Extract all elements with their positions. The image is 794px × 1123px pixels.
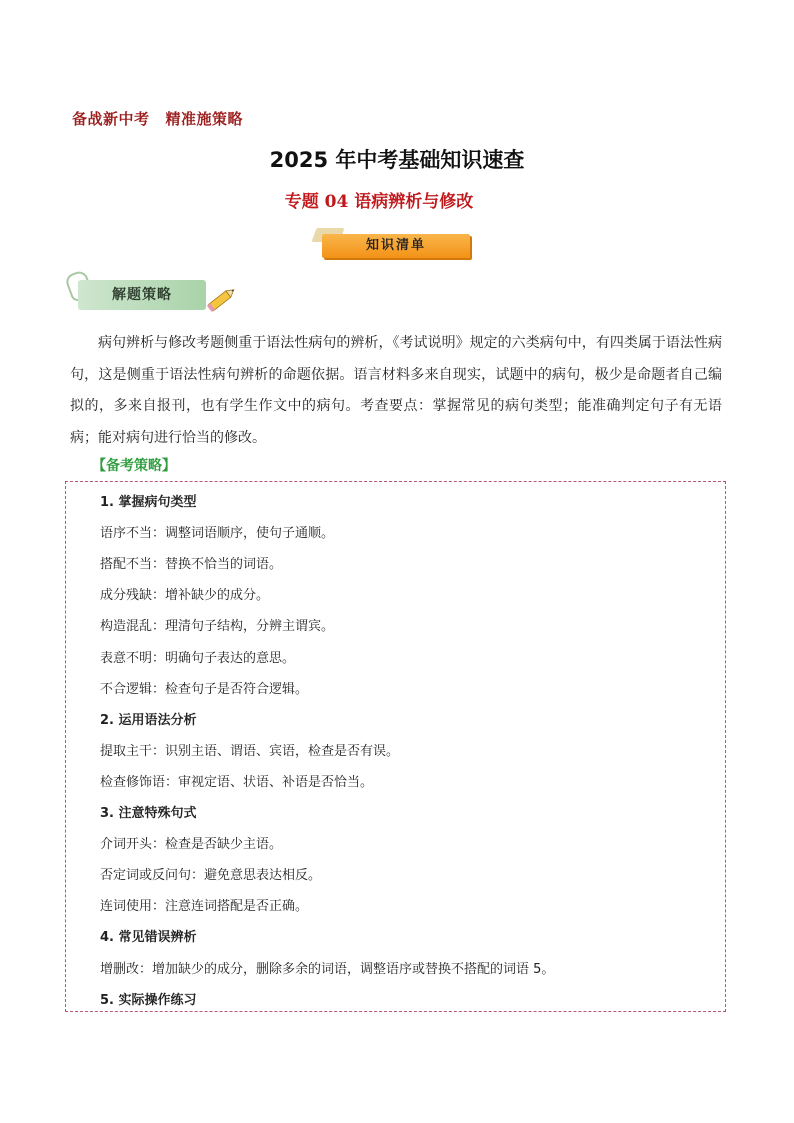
strategy-item: 检查修饰语：审视定语、状语、补语是否恰当。 — [100, 774, 374, 790]
pencil-icon — [204, 282, 240, 316]
strategy-item: 否定词或反问句：避免意思表达相反。 — [100, 868, 322, 884]
strategy-item: 介词开头：检查是否缺少主语。 — [100, 837, 283, 853]
banner-label: 知识清单 — [322, 234, 470, 258]
tagline-left: 备战新中考 — [72, 110, 150, 128]
strategy-item: 连词使用：注意连词搭配是否正确。 — [100, 899, 309, 915]
page-subtitle: 专题 04 语病辨析与修改 — [284, 192, 474, 212]
strategy-heading: 2. 运用语法分析 — [100, 712, 197, 728]
strategy-item: 提取主干：识别主语、谓语、宾语，检查是否有误。 — [100, 743, 400, 759]
intro-paragraph: 病句辨析与修改考题侧重于语法性病句的辨析，《考试说明》规定的六类病句中，有四类属于语法性病句，这是侧重于语法性病句辨析的命题依据。语言材料多来自现实，试题中的病句，极少是命题者自己编拟的，多来自报刊，也有学生作文中的病句。考查要点：掌握常见的病句类型；能准确判定句子有无语病；能对病句进行恰当的修改。 — [70, 335, 722, 446]
section-tab-strategy — [68, 272, 244, 318]
strategy-heading: 5. 实际操作练习 — [100, 992, 197, 1008]
section-label: 解题策略 — [78, 280, 206, 310]
strategy-heading: 1. 掌握病句类型 — [100, 495, 197, 510]
strategy-item: 成分残缺：增补缺少的成分。 — [100, 588, 270, 604]
strategy-heading: 3. 注意特殊句式 — [100, 806, 197, 821]
strategy-item: 增删改：增加缺少的成分，删除多余的词语，调整语序或替换不搭配的词语 5。 — [100, 961, 555, 977]
strategy-item: 语序不当：调整词语顺序，使句子通顺。 — [100, 526, 335, 542]
knowledge-list-banner — [314, 224, 476, 262]
tagline-right: 精准施策略 — [165, 110, 244, 128]
strategy-item: 构造混乱：理清句子结构，分辨主谓宾。 — [100, 619, 335, 635]
header-tagline — [72, 108, 243, 129]
strategy-item: 表意不明：明确句子表达的意思。 — [100, 650, 296, 666]
strategy-item: 搭配不当：替换不恰当的词语。 — [100, 557, 283, 573]
page-title: 2025 年中考基础知识速查 — [269, 148, 525, 172]
strategy-item: 不合逻辑：检查句子是否符合逻辑。 — [100, 681, 309, 697]
strategy-heading: 4. 常见错误辨析 — [100, 930, 197, 946]
prep-strategy-title: 【备考策略】 — [92, 458, 176, 474]
